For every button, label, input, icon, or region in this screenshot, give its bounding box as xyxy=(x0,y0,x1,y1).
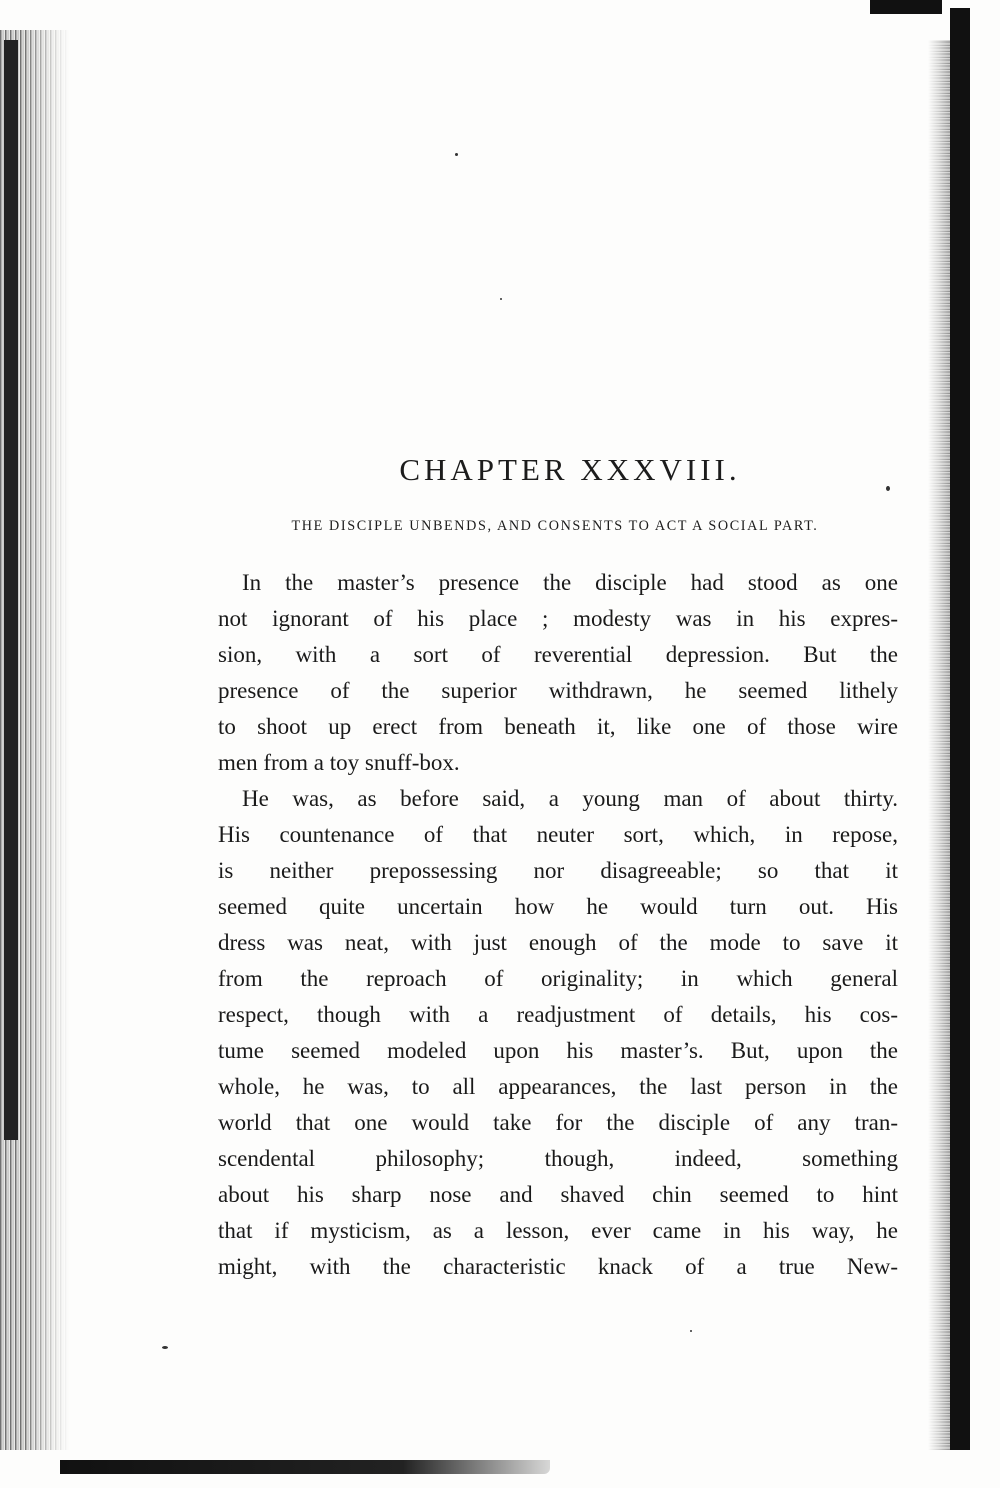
text-line: not ignorant of his place ; modesty was in his expres- xyxy=(218,606,898,631)
text-line: In the master’s presence the disciple had stood as one xyxy=(242,570,898,595)
page-edge-top xyxy=(870,0,942,14)
text-line: from the reproach of originality; in which general xyxy=(218,966,898,991)
chapter-title: CHAPTER XXXVIII. xyxy=(399,452,741,487)
text-line: tume seemed modeled upon his master’s. But, upon the xyxy=(218,1038,898,1063)
text-line: whole, he was, to all appearances, the last person in the xyxy=(218,1074,898,1099)
text-line: scendental philosophy; though, indeed, something xyxy=(218,1146,898,1171)
page-edge-right xyxy=(950,8,970,1450)
text-line: men from a toy snuff-box. xyxy=(218,750,460,775)
text-line: is neither prepossessing nor disagreeable; so that it xyxy=(218,858,898,883)
text-line: He was, as before said, a young man of about thirty. xyxy=(242,786,898,811)
text-line: seemed quite uncertain how he would turn out. His xyxy=(218,894,898,919)
text-line: to shoot up erect from beneath it, like one of those wire xyxy=(218,714,898,739)
scan-speck xyxy=(500,298,502,300)
text-line: His countenance of that neuter sort, which, in repose, xyxy=(218,822,898,847)
scan-speck xyxy=(455,153,458,156)
text-line: about his sharp nose and shaved chin seemed to hint xyxy=(218,1182,898,1207)
page-edge-bottom xyxy=(60,1460,550,1474)
scan-speck xyxy=(690,1330,692,1332)
chapter-body xyxy=(218,565,898,1285)
text-line: dress was neat, with just enough of the mode to save it xyxy=(218,930,898,955)
text-line: that if mysticism, as a lesson, ever came in his way, he xyxy=(218,1218,898,1243)
text-line: might, with the characteristic knack of a true New- xyxy=(218,1254,898,1279)
chapter-subtitle: THE DISCIPLE UNBENDS, AND CONSENTS TO ACT A SOCIAL PART. xyxy=(291,518,819,534)
text-line: respect, though with a readjustment of details, his cos- xyxy=(218,1002,898,1027)
text-line: world that one would take for the disciple of any tran- xyxy=(218,1110,898,1135)
text-line: presence of the superior withdrawn, he seemed lithely xyxy=(218,678,898,703)
binding-edge-left xyxy=(4,40,18,1140)
text-line: sion, with a sort of reverential depression. But the xyxy=(218,642,898,667)
scan-speck xyxy=(162,1346,168,1349)
